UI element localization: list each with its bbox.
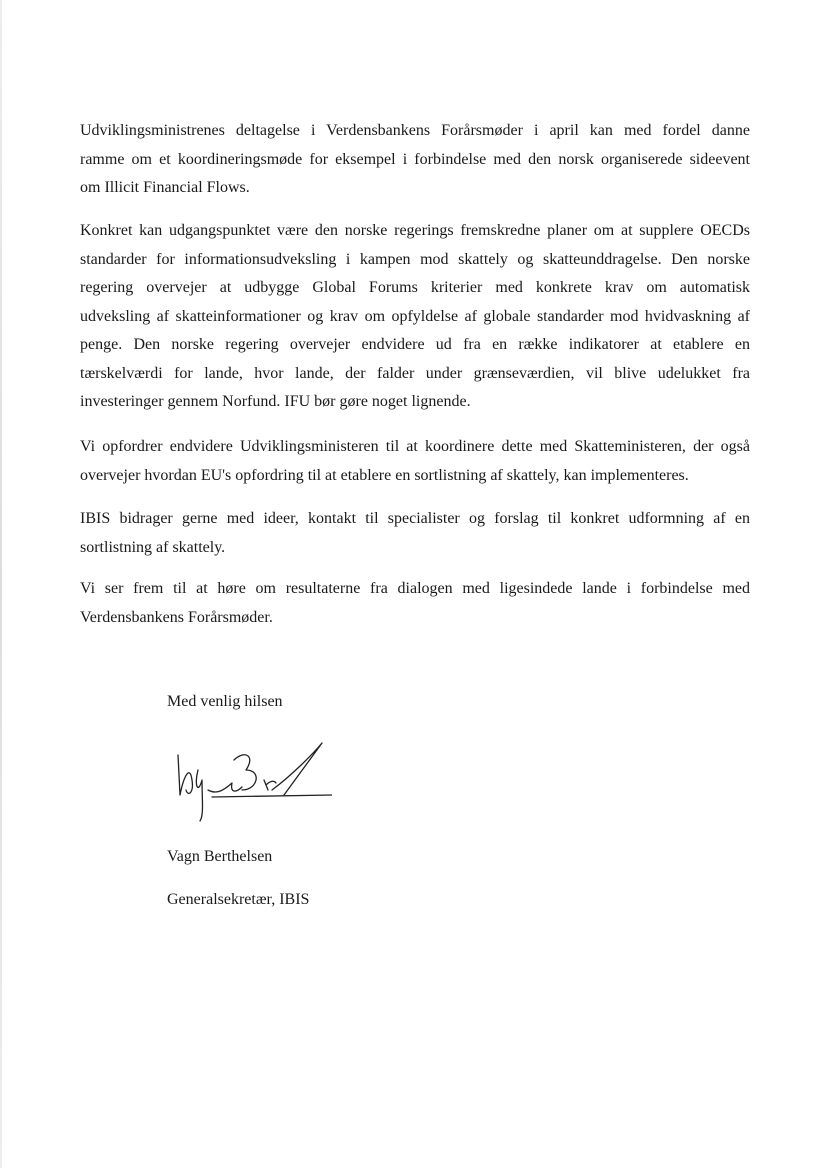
text-line: Konkret kan udgangspunktet være den norske regerings fremskredne planer om at supplere OECDs [80,222,750,239]
text-line: ramme om et koordineringsmøde for eksempel i forbindelse med den norsk organiserede sideevent [80,150,750,168]
paragraph-2 [80,217,750,417]
paragraph-3 [80,433,750,490]
text-line: IBIS bidrager gerne med ideer, kontakt til specialister og forslag til konkret udformning af en [80,510,750,527]
text-line: standarder for informationsudveksling i kampen mod skattely og skatteunddragelse. Den norske [80,250,750,268]
text-line: Vi opfordrer endvidere Udviklingsministeren til at koordinere dette med Skatteministeren, der også [80,438,750,455]
text-line: sortlistning af skattely. [80,538,226,556]
text-line: udveksling af skatteinformationer og krav om opfyldelse af globale standarder mod hvidvaskning af [80,307,750,325]
text-line: om Illicit Financial Flows. [80,179,250,196]
signer-title: Generalsekretær, IBIS [167,891,310,908]
text-line: Udviklingsministrenes deltagelse i Verdensbankens Forårsmøder i april kan med fordel danne [80,122,750,139]
text-line: tærskelværdi for lande, hvor lande, der falder under grænseværdien, vil blive udelukket fra [80,364,750,382]
text-line: Vi ser frem til at høre om resultaterne fra dialogen med ligesindede lande i forbindelse med [80,580,750,597]
text-line: penge. Den norske regering overvejer endvidere ud fra en række indikatorer at etablere en [80,336,750,353]
text-line: regering overvejer at udbygge Global Forums kriterier med konkrete krav om automatisk [80,279,750,296]
text-line: Verdensbankens Forårsmøder. [80,608,273,626]
paragraph-1 [80,117,750,203]
handwritten-signature [172,735,332,825]
text-line: overvejer hvordan EU's opfordring til at etablere en sortlistning af skattely, kan implementeres. [80,466,689,484]
text-line: investeringer gennem Norfund. IFU bør gøre noget lignende. [80,393,471,410]
closing-greeting: Med venlig hilsen [167,693,283,710]
paragraph-5 [80,575,750,632]
paragraph-4 [80,505,750,562]
signer-name: Vagn Berthelsen [167,848,273,865]
scan-edge [0,0,2,1168]
